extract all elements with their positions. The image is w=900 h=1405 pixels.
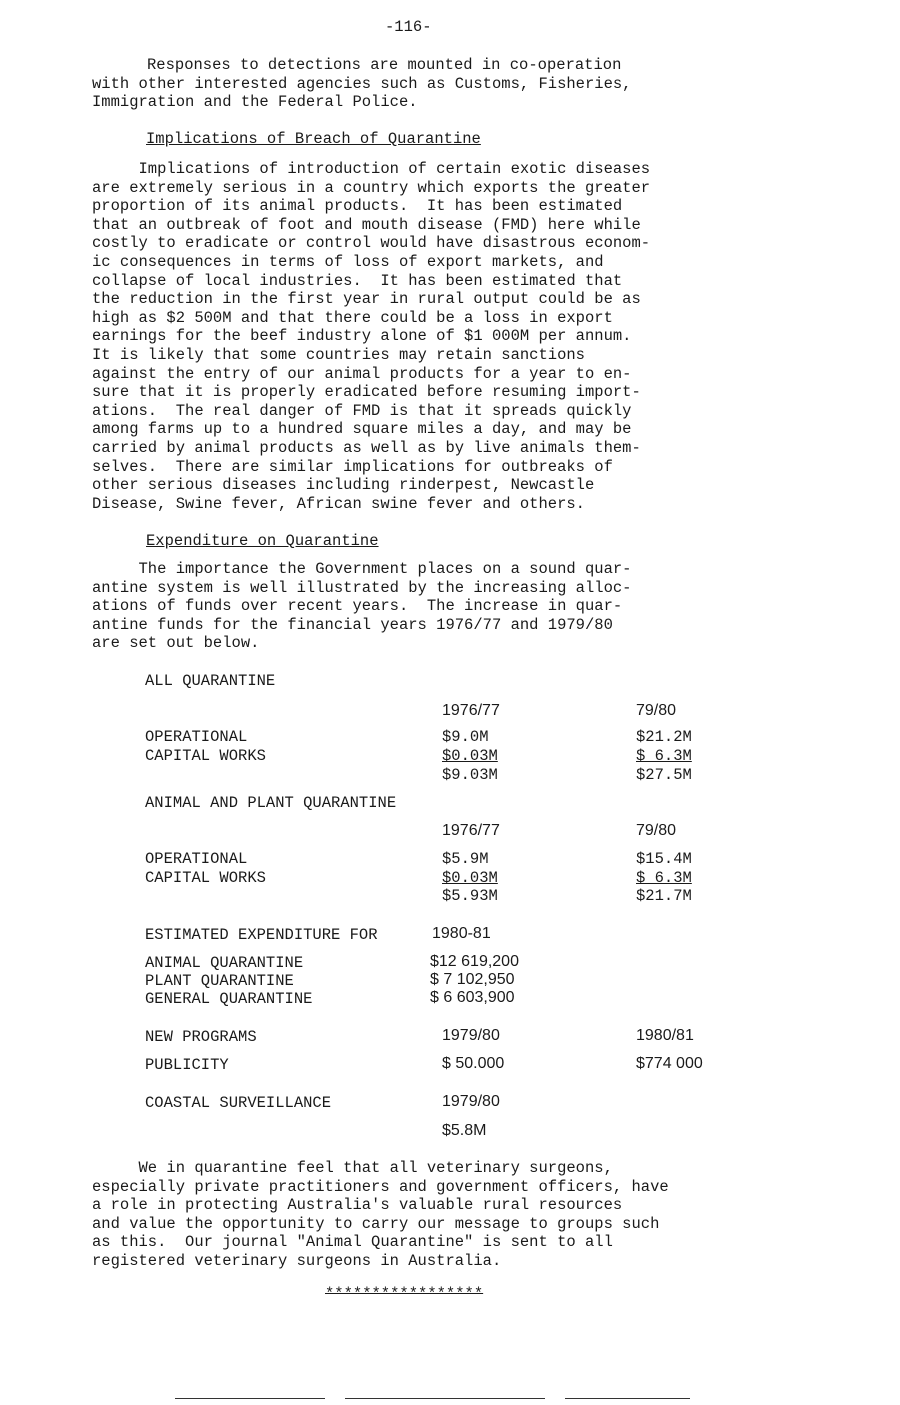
row-label-operational: OPERATIONAL [145, 728, 248, 746]
cell-value: $ 6.3M [636, 869, 692, 887]
text-line: other serious diseases including rinderpest, Newcastle [92, 476, 595, 495]
cell-value: $ 50.000 [442, 1055, 505, 1072]
row-label-capital-works: CAPITAL WORKS [145, 869, 266, 887]
row-label-operational: OPERATIONAL [145, 850, 248, 868]
estimated-title: ESTIMATED EXPENDITURE FOR [145, 926, 378, 944]
text-line: especially private practitioners and government officers, have [92, 1177, 669, 1196]
text-line: collapse of local industries. It has been estimated that [92, 271, 623, 290]
col-header-7980: 79/80 [636, 822, 677, 839]
text-line: proportion of its animal products. It has been estimated [92, 197, 623, 216]
estimated-year: 1980-81 [432, 925, 491, 942]
text-line: sure that it is properly eradicated before resuming import- [92, 383, 641, 402]
text-line: earnings for the beef industry alone of $1 000M per annum. [92, 327, 632, 346]
total-value: $5.93M [442, 887, 498, 905]
cell-value: $774 000 [636, 1055, 703, 1072]
col-header-1979: 1979/80 [442, 1027, 500, 1044]
text-line: Immigration and the Federal Police. [92, 93, 418, 112]
total-value: $27.5M [636, 766, 692, 784]
divider [175, 1398, 325, 1399]
cell-value: $0.03M [442, 747, 498, 765]
text-line: high as $2 500M and that there could be a loss in export [92, 308, 613, 327]
row-label-general-quarantine: GENERAL QUARANTINE [145, 990, 313, 1008]
section-heading-breach: Implications of Breach of Quarantine [146, 130, 481, 148]
cell-value: $21.2M [636, 728, 692, 746]
cell-value: $ 6 603,900 [430, 989, 515, 1006]
text-line: ic consequences in terms of loss of export markets, and [92, 252, 604, 271]
text-line: ations. The real danger of FMD is that it spreads quickly [92, 401, 632, 420]
page-number: -116- [385, 18, 432, 36]
text-line: and value the opportunity to carry our message to groups such [92, 1214, 660, 1233]
cell-value: $5.8M [442, 1122, 487, 1139]
col-header-7980: 79/80 [636, 702, 677, 719]
table-title-animal-plant: ANIMAL AND PLANT QUARANTINE [145, 794, 397, 812]
text-line: the reduction in the first year in rural output could be as [92, 290, 641, 309]
cell-value: $ 7 102,950 [430, 971, 515, 988]
total-value: $9.03M [442, 766, 498, 784]
text-line: selves. There are similar implications for outbreaks of [92, 457, 613, 476]
text-line: antine funds for the financial years 1976/77 and 1979/80 [92, 615, 613, 634]
new-programs-label: NEW PROGRAMS [145, 1028, 257, 1046]
col-header-1976: 1976/77 [442, 822, 500, 839]
closing-paragraph [92, 1159, 772, 1271]
text-line: ations of funds over recent years. The increase in quar- [92, 597, 623, 616]
divider [565, 1398, 690, 1399]
cell-value: $ 6.3M [636, 747, 692, 765]
text-line: a role in protecting Australia's valuable rural resources [92, 1196, 623, 1215]
text-line: registered veterinary surgeons in Australia. [92, 1251, 502, 1270]
text-line: We in quarantine feel that all veterinary surgeons, [92, 1159, 613, 1177]
text-line: costly to eradicate or control would have disastrous econom- [92, 234, 651, 253]
cell-value: $12 619,200 [430, 953, 519, 970]
text-line: Implications of introduction of certain exotic diseases [92, 160, 651, 178]
text-line: Responses to detections are mounted in co-operation [147, 56, 622, 74]
cell-value: $15.4M [636, 850, 692, 868]
text-line: with other interested agencies such as Customs, Fisheries, [92, 74, 632, 93]
text-line: that an outbreak of foot and mouth disease (FMD) here while [92, 215, 641, 234]
end-mark: ***************** [325, 1285, 484, 1303]
text-line: as this. Our journal "Animal Quarantine" is sent to all [92, 1233, 613, 1252]
text-line: are extremely serious in a country which exports the greater [92, 178, 651, 197]
text-line: Disease, Swine fever, African swine fever and others. [92, 494, 585, 513]
cell-value: $0.03M [442, 869, 498, 887]
row-label-capital-works: CAPITAL WORKS [145, 747, 266, 765]
publicity-label: PUBLICITY [145, 1056, 229, 1074]
text-line: It is likely that some countries may retain sanctions [92, 345, 585, 364]
text-line: The importance the Government places on a sound quar- [92, 560, 632, 578]
row-label-plant-quarantine: PLANT QUARANTINE [145, 972, 294, 990]
coastal-label: COASTAL SURVEILLANCE [145, 1094, 332, 1112]
table-title-all-quarantine: ALL QUARANTINE [145, 672, 276, 690]
cell-value: $5.9M [442, 850, 489, 868]
text-line: against the entry of our animal products for a year to en- [92, 364, 632, 383]
col-header-1976: 1976/77 [442, 702, 500, 719]
text-line: among farms up to a hundred square miles a day, and may be [92, 420, 632, 439]
col-header-1979: 1979/80 [442, 1093, 500, 1110]
col-header-1980: 1980/81 [636, 1027, 694, 1044]
total-value: $21.7M [636, 887, 692, 905]
breach-paragraph [92, 160, 752, 513]
text-line: are set out below. [92, 634, 260, 653]
intro-paragraph [92, 56, 752, 112]
expenditure-paragraph [92, 560, 752, 653]
text-line: carried by animal products as well as by live animals them- [92, 438, 641, 457]
text-line: antine system is well illustrated by the increasing alloc- [92, 578, 632, 597]
row-label-animal-quarantine: ANIMAL QUARANTINE [145, 954, 304, 972]
section-heading-expenditure: Expenditure on Quarantine [146, 532, 379, 550]
cell-value: $9.0M [442, 728, 489, 746]
divider [345, 1398, 545, 1399]
